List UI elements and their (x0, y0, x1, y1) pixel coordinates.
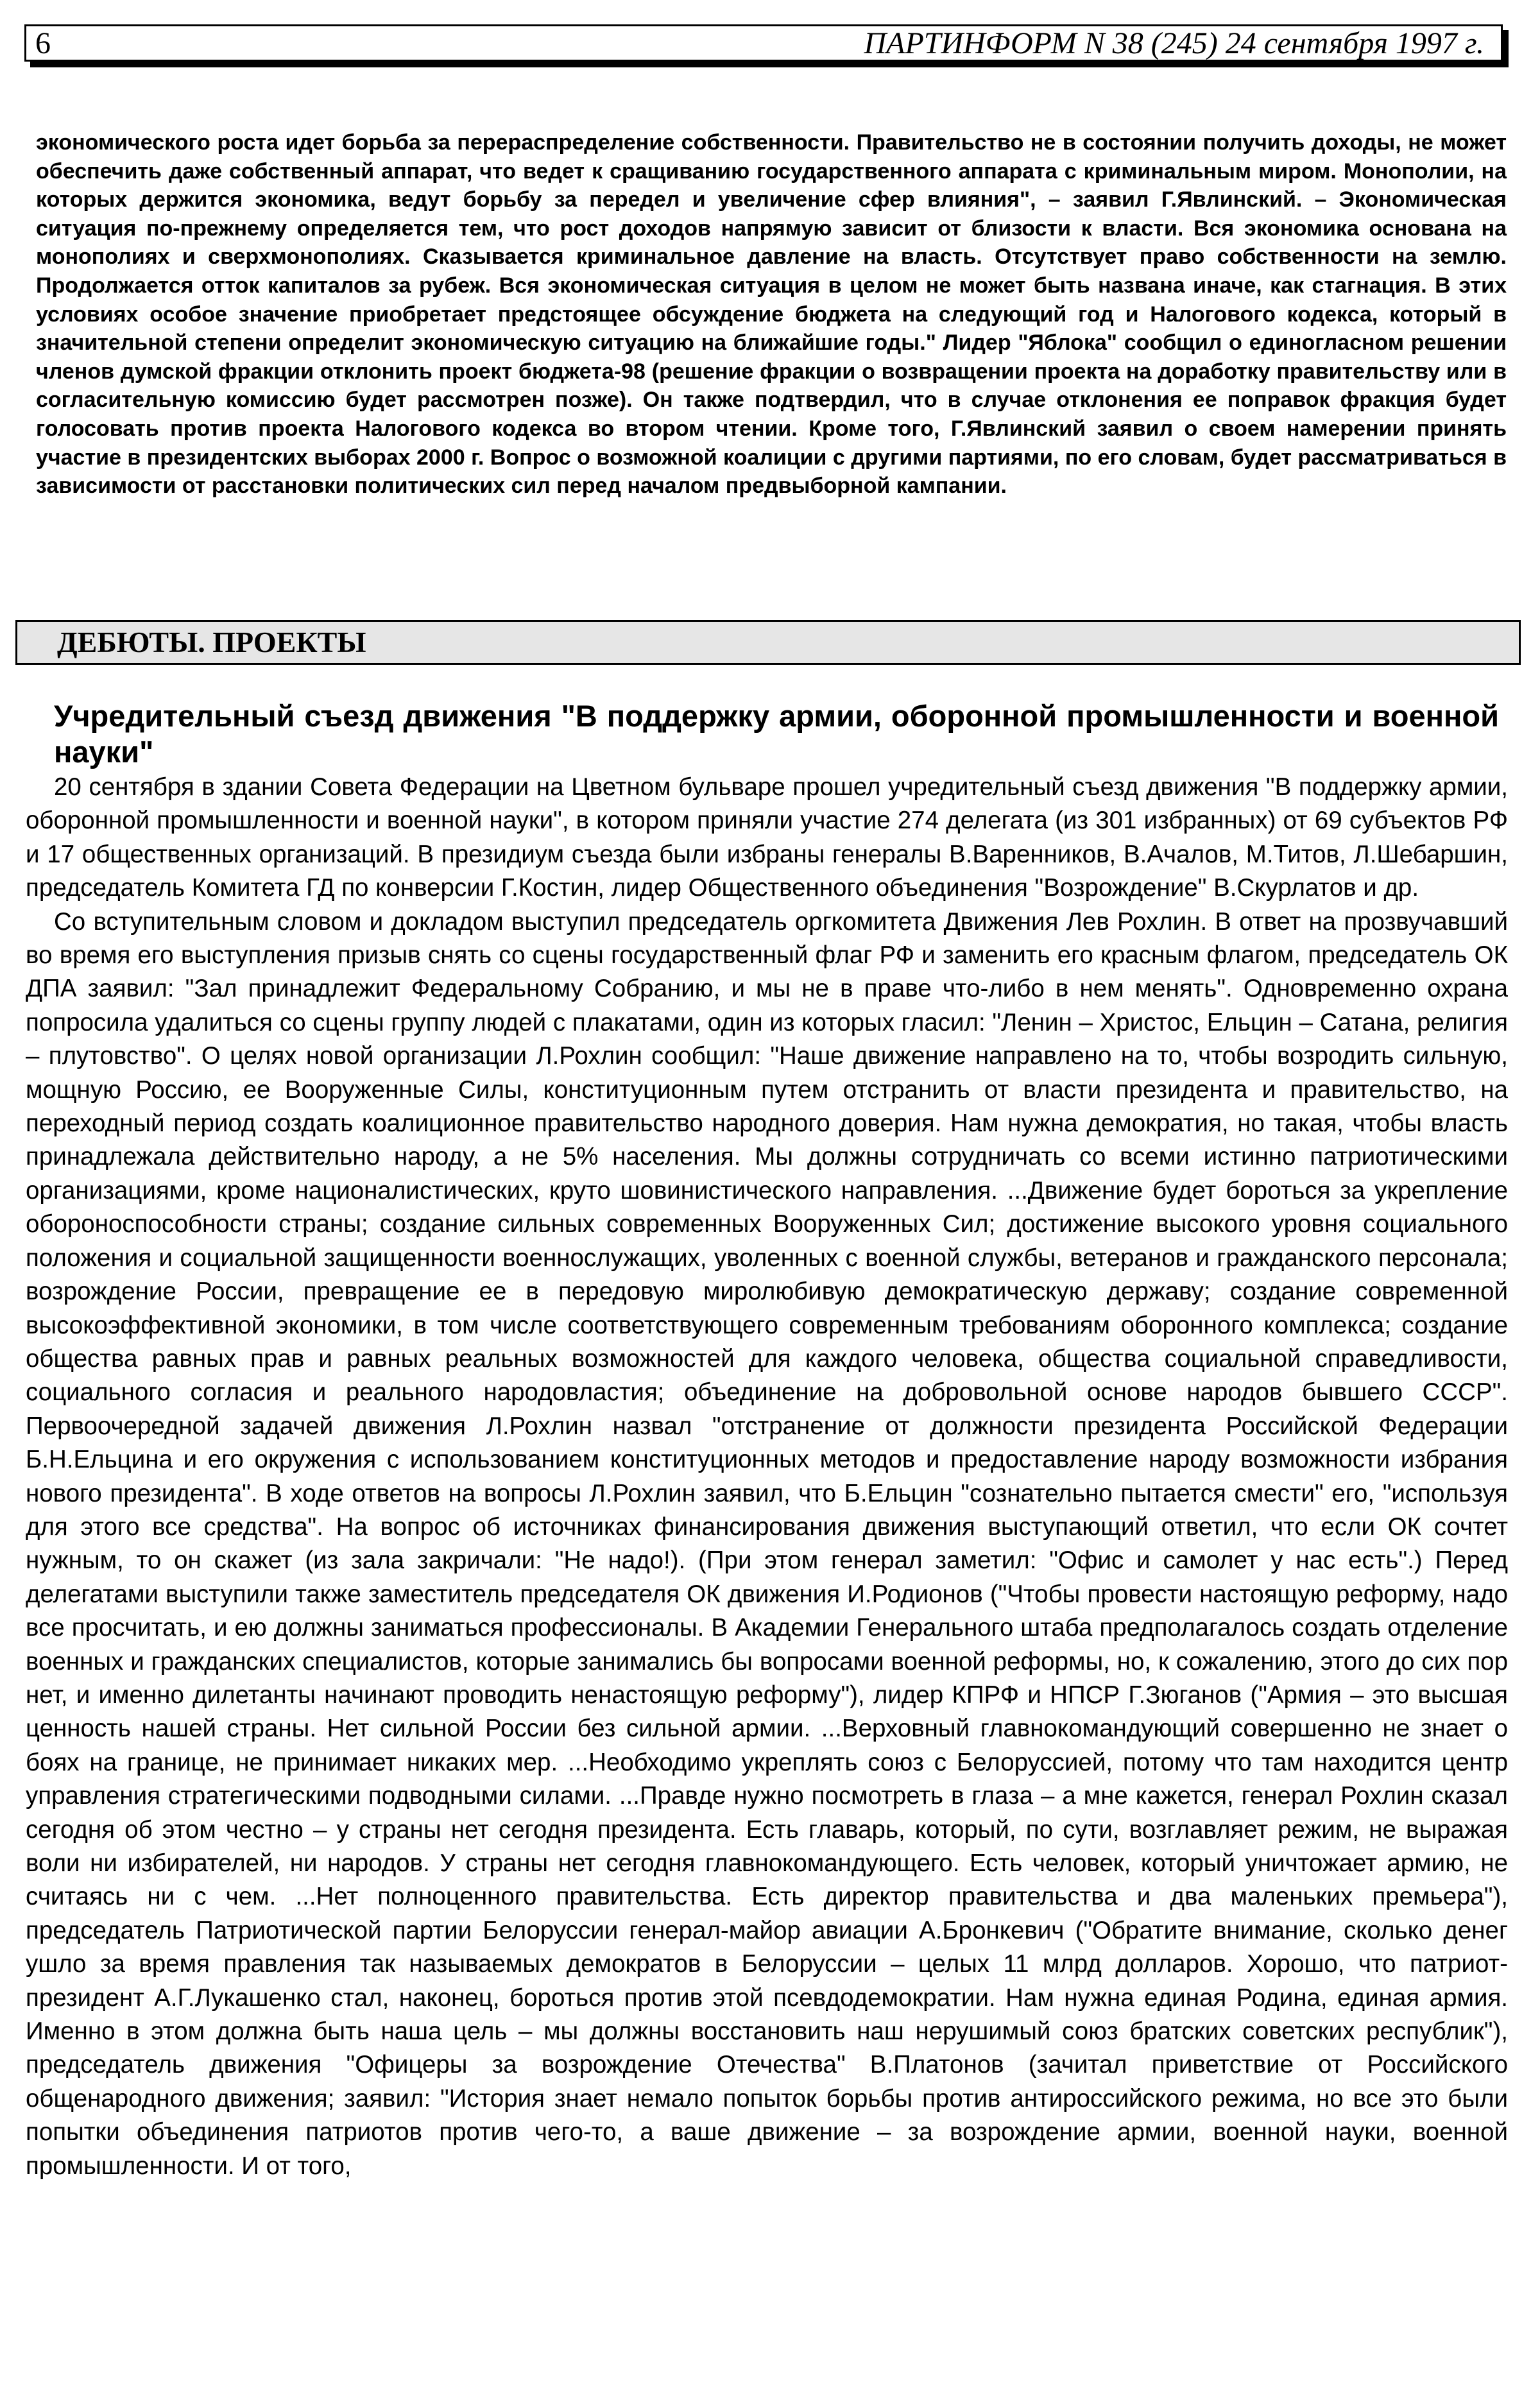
running-title: ПАРТИНФОРМ N 38 (245) 24 сентября 1997 г. (864, 26, 1484, 60)
article-paragraph: Со вступительным словом и докладом выступил председатель оргкомитета Движения Лев Рохлин. В ответ на прозвучавший во время его выступления призыв снять со сцены государственный флаг РФ и заменить его красным флагом, председатель ОК ДПА заявил: "Зал принадлежит Федеральному Собранию, и мы не в праве что-либо в нем менять". Одновременно охрана попросила удалиться со сцены группу людей с плакатами, один из которых гласил: "Ленин – Христос, Ельцин – Сатана, религия – плутовство". О целях новой организации Л.Рохлин сообщил: "Наше движение направлено на то, чтобы возродить сильную, мощную Россию, ее Вооруженные Силы, конституционным путем отстранить от власти президента и правительство, на переходный период создать коалиционное правительство народного доверия. Нам нужна демократия, но такая, чтобы власть принадлежала действительно народу, а не 5% населения. Мы должны сотрудничать со всеми истинно патриотическими организациями, кроме националистических, круто шовинистического направления. ...Движение будет бороться за укрепление обороноспособности страны; создание сильных современных Вооруженных Сил; достижение высокого уровня социального положения и социальной защищенности военнослужащих, уволенных с военной службы, ветеранов и гражданского персонала; возрождение России, превращение ее в передовую миролюбивую демократическую державу; создание современной высокоэффективной экономики, в том числе соответствующего современным требованиям оборонного комплекса; создание общества равных прав и равных реальных возможностей для каждого человека, общества социальной справедливости, социального согласия и реального народовластия; объединение на добровольной основе народов бывшего СССР". Первоочередной задачей движения Л.Рохлин назвал "отстранение от должности президента Российской Федерации Б.Н.Ельцина и его окружения с использованием конституционных методов и предоставление народу возможности избрания нового президента". В ходе ответов на вопросы Л.Рохлин заявил, что Б.Ельцин "сознательно пытается смести" его, "используя для этого все средства". На вопрос об источниках финансирования движения выступающий ответил, что если ОК сочтет нужным, то он скажет (из зала закричали: "Не надо!). (При этом генерал заметил: "Офис и самолет у нас есть".) Перед делегатами выступили также заместитель председателя ОК движения И.Родионов ("Чтобы провести настоящую реформу, надо все просчитать, и ею должны заниматься профессионалы. В Академии Генерального штаба предполагалось создать отделение военных и гражданских специалистов, которые занимались бы вопросами военной реформы, но, к сожалению, этого до сих пор нет, и именно дилетанты начинают проводить ненастоящую реформу"), лидер КПРФ и НПСР Г.Зюганов ("Армия – это высшая ценность нашей страны. Нет сильной России без сильной армии. ...Верховный главнокомандующий совершенно не знает о боях на границе, не принимает никаких мер. ...Необходимо укреплять союз с Белоруссией, потому что там находится центр управления стратегическими подводными силами. ...Правде нужно посмотреть в глаза – а мне кажется, генерал Рохлин сказал сегодня об этом честно – у страны нет сегодня президента. Есть главарь, который, по сути, возглавляет режим, не выражая воли ни избирателей, ни народов. У страны нет сегодня главнокомандующего. Есть человек, который уничтожает армию, не считаясь ни с чем. ...Нет полноценного правительства. Есть директор правительства и два маленьких премьера"), председатель Патриотической партии Белоруссии генерал-майор авиации А.Бронкевич ("Обратите внимание, сколько денег ушло за время правления так называемых демократов в Белоруссии – целых 11 млрд долларов. Хорошо, что патриот-президент А.Г.Лукашенко стал, наконец, бороться против этой псевдодемократии. Нам нужна единая Родина, единая армия. Именно в этом должна быть наша цель – мы должны восстановить наш нерушимый союз братских советских республик"), председатель движения "Офицеры за возрождение Отечества" В.Платонов (зачитал приветствие от Российского общенародного движения; заявил: "История знает немало попыток борьбы против антироссийского режима, но все это были попытки объединения патриотов против чего-то, а ваше движение – за возрождение армии, военной науки, военной промышленности. И от того, (26, 907, 1508, 2180)
article-body (26, 771, 1508, 2183)
page-number: 6 (35, 26, 51, 60)
section-heading: ДЕБЮТЫ. ПРОЕКТЫ (15, 620, 1521, 665)
running-header (24, 24, 1503, 62)
article-paragraph: 20 сентября в здании Совета Федерации на Цветном бульваре прошел учредительный съезд движения "В поддержку армии, оборонной промышленности и военной науки", в котором приняли участие 274 делегата (из 301 избранных) от 69 субъектов РФ и 17 общественных организаций. В президиум съезда были избраны генералы В.Варенников, В.Ачалов, М.Титов, Л.Шебаршин, председатель Комитета ГД по конверсии Г.Костин, лидер Общественного объединения "Возрождение" В.Скурлатов и др. (26, 773, 1508, 902)
lead-paragraph: экономического роста идет борьба за перераспределение собственности. Правительство не в состоянии получить доходы, не может обеспечить даже собственный аппарат, что ведет к сращиванию государственного аппарата с криминальным миром. Монополии, на которых держится экономика, ведут борьбу за передел и увеличение сфер влияния", – заявил Г.Явлинский. – Экономическая ситуация по-прежнему определяется тем, что рост доходов напрямую зависит от близости к власти. Вся экономика основана на монополиях и сверхмонополиях. Сказывается криминальное давление на власть. Отсутствует право собственности на землю. Продолжается отток капиталов за рубеж. Вся экономическая ситуация в целом не может быть названа иначе, как стагнация. В этих условиях особое значение приобретает предстоящее обсуждение бюджета на следующий год и Налогового кодекса, который в значительной степени определит экономическую ситуацию на ближайшие годы." Лидер "Яблока" сообщил о единогласном решении членов думской фракции отклонить проект бюджета-98 (решение фракции о возвращении проекта на доработку правительству или в согласительную комиссию будет рассмотрен позже). Он также подтвердил, что в случае отклонения ее поправок фракция будет голосовать против проекта Налогового кодекса во втором чтении. Кроме того, Г.Явлинский заявил о своем намерении принять участие в президентских выборах 2000 г. Вопрос о возможной коалиции с другими партиями, по его словам, будет рассматриваться в зависимости от расстановки политических сил перед началом предвыборной кампании. (36, 130, 1507, 499)
article-title: Учредительный съезд движения "В поддержку армии, оборонной промышленности и военной науки" (54, 699, 1499, 769)
